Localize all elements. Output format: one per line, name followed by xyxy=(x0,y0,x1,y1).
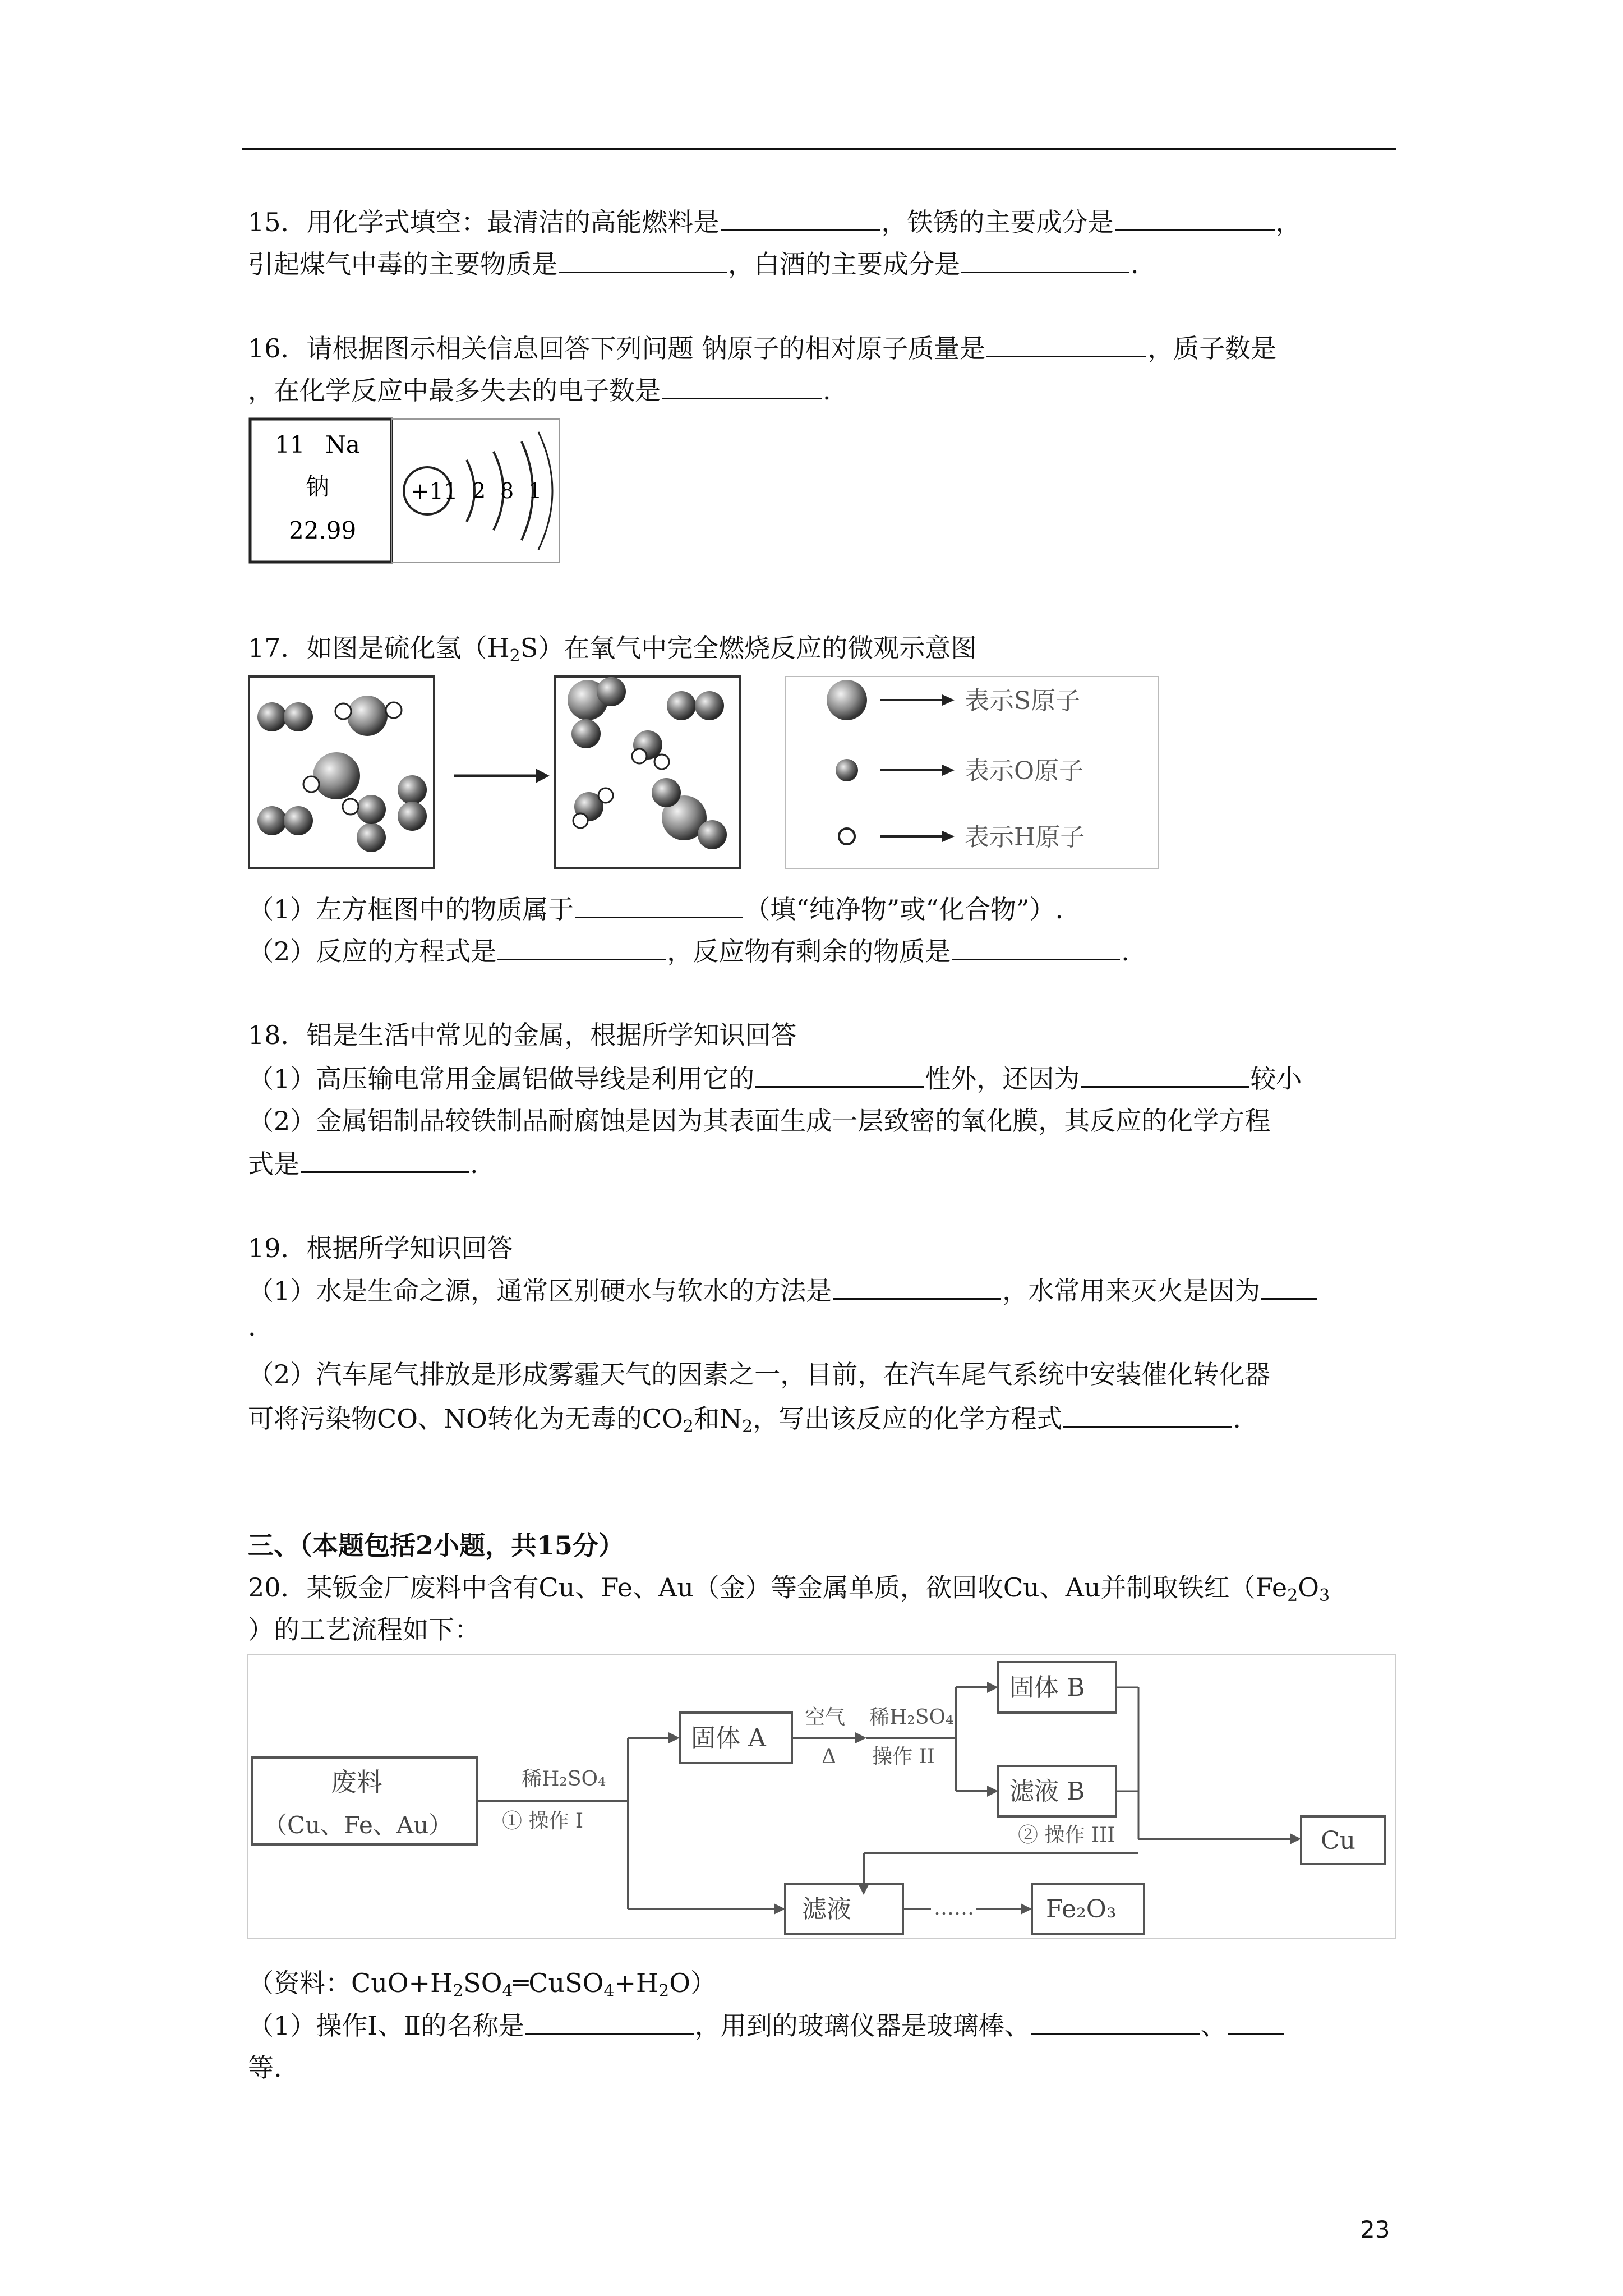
q20-part1-end: 等. xyxy=(248,2053,282,2083)
page-number: 23 xyxy=(1360,2216,1390,2243)
answer-blank[interactable] xyxy=(986,331,1146,357)
q16-line2: ，在化学反应中最多失去的电子数是 . xyxy=(248,373,831,407)
answer-blank[interactable] xyxy=(721,205,880,231)
q15-line2: 引起煤气中毒的主要物质是 ，白酒的主要成分是 . xyxy=(248,247,1139,281)
dilute-acid-label-2: 稀H₂SO₄ xyxy=(869,1706,954,1729)
sodium-figure xyxy=(247,412,566,569)
element-name: 钠 xyxy=(306,473,330,500)
oxygen-atom-icon xyxy=(836,759,858,781)
q19-part1-end: . xyxy=(248,1312,256,1342)
legend-hydrogen: 表示H原子 xyxy=(965,823,1085,852)
header-rule xyxy=(242,148,1396,150)
shell-2-count: 8 xyxy=(500,478,514,503)
atomic-number: 11 xyxy=(275,431,305,458)
q18-part2: （2）金属铝制品较铁制品耐腐蚀是因为其表面生成一层致密的氧化膜，其反应的化学方程 xyxy=(248,1106,1271,1136)
answer-blank[interactable] xyxy=(1115,205,1275,231)
iron-oxide-label: Fe₂O₃ xyxy=(1046,1895,1117,1924)
q19-part1: （1）水是生命之源，通常区别硬水与软水的方法是 ，水常用来灭火是因为 xyxy=(248,1273,1318,1308)
operation-2-label: 操作 II xyxy=(872,1745,935,1768)
answer-blank[interactable] xyxy=(1031,2008,1200,2035)
waste-label: 废料 xyxy=(331,1767,382,1797)
answer-blank[interactable] xyxy=(559,247,727,273)
q18-part2-cont: 式是 . xyxy=(248,1147,478,1181)
dilute-acid-label-1: 稀H₂SO₄ xyxy=(522,1768,606,1791)
copper-label: Cu xyxy=(1321,1826,1356,1855)
q19-title: 19．根据所学知识回答 xyxy=(248,1233,513,1263)
element-symbol: Na xyxy=(325,431,360,458)
h2s-combustion-diagram xyxy=(247,672,1161,874)
hydrogen-atom-icon xyxy=(839,829,855,844)
answer-blank[interactable] xyxy=(301,1147,469,1173)
shell-3-count: 1 xyxy=(528,478,542,503)
answer-blank[interactable] xyxy=(833,1273,1001,1300)
nucleus-charge: +11 xyxy=(411,478,458,504)
air-label: 空气 xyxy=(805,1706,846,1729)
waste-composition: （Cu、Fe、Au） xyxy=(264,1811,453,1839)
q17-part1: （1）左方框图中的物质属于 （填“纯净物”或“化合物”）. xyxy=(248,892,1063,926)
q20-part1: （1）操作Ⅰ、Ⅱ的名称是 ，用到的玻璃仪器是玻璃棒、 、 xyxy=(248,2008,1285,2042)
q19-part2: （2）汽车尾气排放是形成雾霾天气的因素之一，目前，在汽车尾气系统中安装催化转化器 xyxy=(248,1359,1271,1389)
answer-blank[interactable] xyxy=(755,1061,924,1088)
answer-blank[interactable] xyxy=(662,373,822,399)
q16-line1: 16．请根据图示相关信息回答下列问题 钠原子的相对原子质量是 ，质子数是 xyxy=(248,331,1276,365)
operation-1-label: ① 操作 I xyxy=(502,1810,584,1833)
filtrate-label: 滤液 xyxy=(802,1895,851,1924)
legend-sulfur: 表示S原子 xyxy=(965,687,1081,715)
answer-blank[interactable] xyxy=(961,247,1129,273)
q18-title: 18．铝是生活中常见的金属，根据所学知识回答 xyxy=(248,1020,797,1050)
legend-oxygen: 表示O原子 xyxy=(965,757,1084,785)
operation-3-label: ② 操作 III xyxy=(1018,1824,1115,1847)
answer-blank[interactable] xyxy=(1261,1273,1317,1300)
shell-1-count: 2 xyxy=(472,478,486,503)
answer-blank[interactable] xyxy=(1081,1061,1249,1088)
process-flowchart xyxy=(247,1654,1396,1940)
atomic-mass: 22.99 xyxy=(289,517,357,544)
heat-label: Δ xyxy=(822,1745,836,1768)
solid-a-label: 固体 A xyxy=(691,1724,766,1752)
sulfur-atom-icon xyxy=(827,680,867,720)
answer-blank[interactable] xyxy=(1228,2008,1284,2035)
q17-title: 17．如图是硫化氢$(H_2S)$在氧气中完全燃烧反应的微观示意图 xyxy=(248,633,977,666)
q20-note: （资料：$CuO+H_2SO_4═CuSO_4+H_2O$） xyxy=(248,1968,716,2001)
q20-line1: 20．某钣金厂废料中含有Cu、Fe、Au（金）等金属单质，欲回收Cu、Au并制取铁红（$Fe_2O_3$ xyxy=(248,1572,1330,1605)
q15-line1: 15．用化学式填空：最清洁的高能燃料是 ，铁锈的主要成分是 ， xyxy=(248,205,1302,239)
q20-line2: ）的工艺流程如下： xyxy=(248,1614,480,1645)
answer-blank[interactable] xyxy=(575,892,743,918)
answer-blank[interactable] xyxy=(497,934,666,960)
ellipsis-label: …… xyxy=(934,1897,974,1920)
answer-blank[interactable] xyxy=(525,2008,694,2035)
q18-part1: （1）高压输电常用金属铝做导线是利用它的 性外，还因为 较小 xyxy=(248,1061,1302,1096)
answer-blank[interactable] xyxy=(952,934,1120,960)
q19-part2-cont: 可将污染物CO、NO转化为无毒的$CO_2$和$N_2$，写出该反应的化学方程式 . xyxy=(248,1401,1241,1444)
answer-blank[interactable] xyxy=(1063,1401,1232,1428)
filtrate-b-label: 滤液 B xyxy=(1009,1777,1085,1806)
solid-b-label: 固体 B xyxy=(1009,1673,1085,1702)
q17-part2: （2）反应的方程式是 ，反应物有剩余的物质是 . xyxy=(248,934,1129,968)
section-heading: 三、（本题包括2小题，共15分） xyxy=(248,1530,625,1561)
